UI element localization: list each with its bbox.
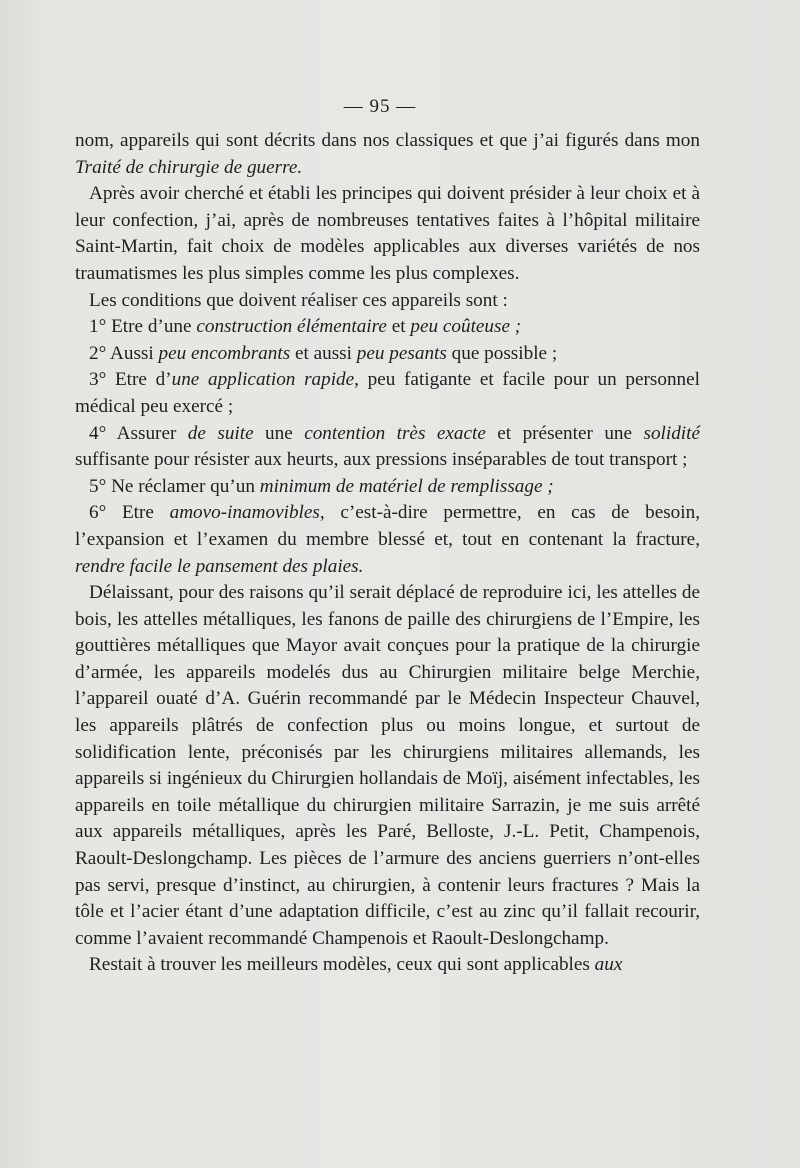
condition-number: 1° — [89, 316, 107, 338]
condition-emphasis: construction élémentaire — [196, 316, 387, 338]
condition-emphasis: peu coûteuse ; — [410, 316, 522, 338]
condition-text: Etre d’ — [106, 369, 172, 391]
book-title: Traité de chirurgie de guerre. — [75, 156, 303, 178]
condition-text: et présenter une — [485, 422, 644, 444]
condition-number: 5° — [89, 475, 107, 497]
condition-number: 2° — [89, 342, 107, 364]
condition-emphasis: une application rapide — [171, 369, 355, 391]
paragraph — [75, 952, 700, 979]
condition-text: que possible ; — [446, 342, 558, 364]
page-number: — 95 — — [343, 96, 417, 117]
condition-item — [75, 341, 700, 368]
condition-emphasis: rendre facile le pansement des plaies. — [75, 555, 364, 577]
condition-text: , peu fatigante et facile pour un personnel médical peu exercé ; — [75, 369, 700, 417]
condition-text: Etre — [106, 502, 170, 524]
paragraph: Délaissant, pour des raisons qu’il serait déplacé de reproduire ici, les attelles de bois, les attelles métalliques, les fanons de paille des chirurgiens de l’Empire, les gouttières métalliques que Mayor avait conçues pour la pratique de la chirurgie d’armée, les appareils modelés dus au Chirurgien militaire belge Merchie, l’appareil ouaté d’A. Guérin recommandé par le Médecin Inspecteur Chauvel, les appareils plâtrés de confection plus ou moins longue, et surtout de solidification lente, préconisés par les chirurgiens militaires allemands, les appareils si ingénieux du Chirurgien hollandais de Moïj, aisément infectables, les appareils en toile métallique du chirurgien militaire Sarrazin, je me suis arrêté aux appareils métalliques, après les Paré, Belloste, J.-L. Petit, Champenois, Raoult-Deslongchamp. Les pièces de l’armure des anciens guerriers n’ont-elles pas servi, presque d’instinct, au chirurgien, à contenir leurs fractures ? Mais la tôle et l’acier étant d’une adaptation difficile, c’est au zinc qu’il fallait recourir, comme l’avaient recommandé Champenois et Raoult-Deslongchamp. — [75, 582, 700, 949]
condition-emphasis: de suite — [187, 422, 254, 444]
condition-text: une — [253, 422, 305, 444]
condition-text: Aussi — [106, 342, 159, 364]
condition-emphasis: minimum de matériel de remplissage ; — [259, 475, 554, 497]
paragraph-emphasis: aux — [594, 954, 623, 976]
condition-text: suffisante pour résister aux heurts, aux pressions inséparables de tout transport ; — [75, 449, 688, 471]
condition-item — [75, 367, 700, 420]
condition-item — [75, 314, 700, 341]
paragraph-text: nom, appareils qui sont décrits dans nos classiques et que j’ai figurés dans mon — [75, 130, 700, 151]
paragraph: Après avoir cherché et établi les principes qui doivent présider à leur choix et à leur confection, j’ai, après de nombreuses tentatives faites à l’hôpital militaire Saint-Martin, fait choix de modèles applicables aux diverses variétés de nos traumatismes les plus simples comme les plus complexes. — [75, 183, 700, 284]
body-text — [75, 128, 700, 979]
condition-number: 3° — [89, 369, 107, 391]
condition-emphasis: peu pesants — [356, 342, 447, 364]
condition-text: , c’est-à-dire permettre, en cas de besoin, l’expansion et l’examen du membre blessé et, tout en contenant la fracture, — [75, 502, 700, 550]
paragraph-text: Restait à trouver les meilleurs modèles, ceux qui sont applicables — [89, 954, 595, 976]
condition-item — [75, 421, 700, 474]
condition-emphasis: solidité — [643, 422, 700, 444]
condition-text: Ne réclamer qu’un — [106, 475, 260, 497]
condition-item — [75, 474, 700, 501]
condition-emphasis: amovo-inamovibles — [169, 502, 320, 524]
paragraph — [75, 128, 700, 181]
condition-text: et aussi — [290, 342, 357, 364]
condition-number: 6° — [89, 502, 107, 524]
condition-item — [75, 500, 700, 580]
condition-emphasis: peu encombrants — [158, 342, 291, 364]
condition-text: et — [386, 316, 411, 338]
condition-emphasis: contention très exacte — [304, 422, 486, 444]
condition-number: 4° — [89, 422, 107, 444]
paragraph: Les conditions que doivent réaliser ces appareils sont : — [89, 289, 508, 311]
condition-text: Etre d’une — [106, 316, 197, 338]
condition-text: Assurer — [106, 422, 188, 444]
